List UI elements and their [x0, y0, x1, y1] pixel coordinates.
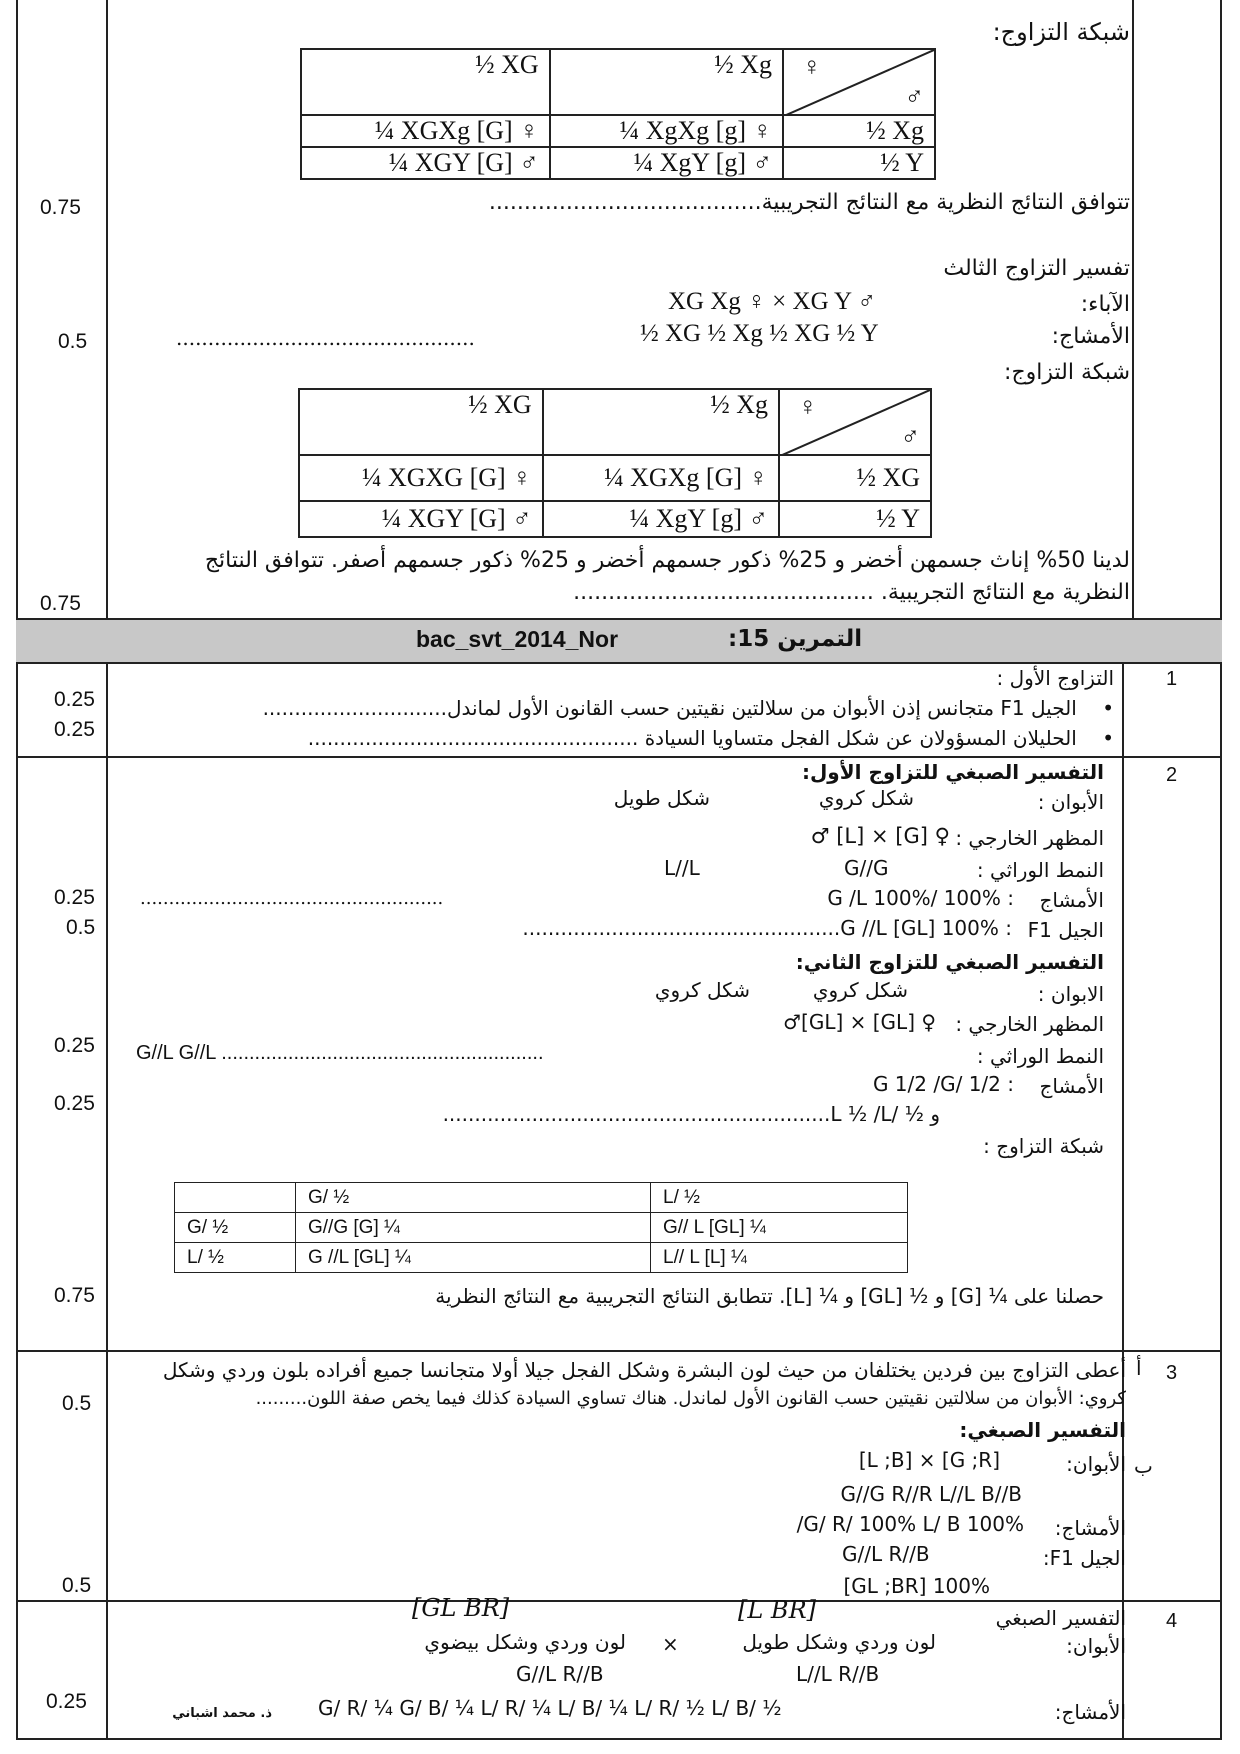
punnett-grid-3	[174, 1182, 908, 1273]
f1-phenotype: 100% [GL ;BR]	[843, 1574, 990, 1598]
grid2-header-2: ½ Xg	[543, 389, 779, 455]
result-text: حصلنا على ¼ [G] و ½ [GL] و ¼ [L]. تتطابق النتائج التجريبية مع النتائج النظرية	[435, 1284, 1104, 1308]
genotype-right: L//L	[664, 856, 700, 880]
row-sep-q2	[16, 1350, 1222, 1352]
parents-values: [G ;R] × [L ;B]	[858, 1448, 1000, 1472]
grid3-header-2: L/ ½	[651, 1183, 908, 1213]
genotype-values: G//G R//R L//L B//B	[840, 1482, 1022, 1506]
phenotype-values: ♀ [GL] × [GL]♂	[783, 1010, 936, 1034]
gametes-label: الأمشاج	[1039, 1074, 1104, 1098]
grid2-cell: ¼ XGY [G] ♂	[299, 501, 543, 537]
parent-b: شكل كروي	[654, 978, 750, 1002]
grid3-cell: L// L [L] ¼	[651, 1243, 908, 1273]
gametes-values: : 100% /G /L 100%	[827, 886, 1014, 910]
grid2-cell: ¼ XgY [g] ♂	[543, 501, 779, 537]
gametes-dots: ...............................................	[176, 326, 475, 350]
q1-bullet-1	[263, 696, 1114, 720]
grid2-cell: ¼ XGXg [G] ♀	[543, 455, 779, 501]
parents-label: الأبوان :	[1037, 790, 1104, 814]
cross-sign: ×	[662, 1632, 679, 1656]
parents-label: الأبوان:	[1066, 1634, 1126, 1658]
grid1-cell: ¼ XgY [g] ♂	[550, 147, 783, 179]
score: 0.25	[54, 886, 95, 909]
question-number: 1	[1166, 668, 1178, 690]
grid3-cell: G// L [GL] ¼	[651, 1213, 908, 1243]
score: 0.5	[62, 1574, 92, 1597]
grid1-header-2: ½ Xg	[550, 49, 783, 115]
grid1-corner	[783, 49, 935, 115]
score: 0.25	[46, 1690, 87, 1713]
grid2-row-header: ½ Y	[779, 501, 931, 537]
question-number: 4	[1166, 1610, 1178, 1632]
punnett-grid-2	[298, 388, 932, 538]
question-number: 2	[1166, 764, 1178, 786]
bullet-text: الجيل F1 متجانس إذن الأبوان من سلالتين نقيتين حسب القانون الأول لماندل.............................	[262, 696, 1077, 720]
f1-genotype: G//L R//B	[842, 1542, 930, 1566]
genotype-label: النمط الوراثي :	[976, 858, 1104, 882]
parents-label: الابوان :	[1037, 982, 1104, 1006]
question-number: 3	[1166, 1362, 1178, 1384]
score: 0.5	[58, 330, 88, 353]
genotype-a: L//L R//B	[796, 1662, 880, 1686]
grid1-title: شبكة التزاوج:	[992, 18, 1130, 46]
parent-a: شكل كروي	[812, 978, 908, 1002]
q4-title: التفسير الصبغي	[995, 1606, 1126, 1630]
phenotype-label: المظهر الخارجي :	[955, 826, 1104, 850]
conclusion-2-line-1: لدينا 50% إناث جسمهن أخضر و 25% ذكور جسمهم أخضر و 25% ذكور جسمهم أصفر. تتوافق النتائج	[204, 548, 1130, 573]
grid3-cell: G//G [G] ¼	[296, 1213, 651, 1243]
gametes-values: G/ R/ ¼ G/ B/ ¼ L/ R/ ¼ L/ B/ ¼ L/ R/ ½ L/ B/ ½	[318, 1696, 782, 1720]
grid2-header-1: ½ XG	[299, 389, 543, 455]
frame-left	[16, 0, 18, 1740]
f1-label: الجيل F1:	[1042, 1546, 1126, 1570]
grid-title: شبكة التزاوج :	[983, 1134, 1104, 1158]
score-column-divider-top	[106, 0, 108, 618]
grid3-row-header: L/ ½	[175, 1243, 296, 1273]
bullet-dot: •	[1076, 696, 1114, 720]
score: 0.75	[40, 592, 81, 615]
part-b-label: ب	[1134, 1454, 1153, 1478]
score: 0.5	[66, 916, 96, 939]
punnett-grid-1	[300, 48, 936, 180]
grid1-cell: ¼ XGY [G] ♂	[301, 147, 550, 179]
parents-label: الآباء:	[1080, 292, 1130, 317]
genotype-label: النمط الوراثي :	[976, 1044, 1104, 1068]
grid3-cell: G //L [GL] ¼	[296, 1243, 651, 1273]
female-symbol: ♀	[798, 392, 818, 421]
gametes-values-a: : 1/2 /G 1/2 /G	[872, 1072, 1014, 1096]
q2-title-2: التفسير الصبغي للتزاوج الثاني:	[795, 950, 1104, 974]
grid1-row-header: ½ Xg	[783, 115, 935, 147]
gametes-label: الأمشاج	[1039, 888, 1104, 912]
bullet-dot: •	[1076, 726, 1114, 750]
grid2-cell: ¼ XGXG [G] ♀	[299, 455, 543, 501]
parent-a: لون وردي وشكل طويل	[742, 1630, 936, 1654]
grid2-corner	[779, 389, 931, 455]
bullet-text: الحليلان المسؤولان عن شكل الفجل متساويا السيادة ....................................................	[307, 726, 1077, 750]
part-a-label: أ	[1136, 1356, 1142, 1380]
grid2-row-header: ½ XG	[779, 455, 931, 501]
f1-values: : 100% G //L [GL]..................................................	[522, 916, 1012, 940]
female-symbol: ♀	[802, 52, 822, 81]
q3-line-1: أعطى التزاوج بين فردين يختلفان من حيث لون البشرة وشكل الفجل جيلا أولا متجانسا جميع أفراده بلون وردي وشكل	[162, 1358, 1126, 1382]
third-cross-title: تفسير التزاوج الثالث	[943, 256, 1130, 281]
genotype-b: G//L R//B	[516, 1662, 604, 1686]
conclusion-2-line-2: النظرية مع النتائج التجريبية. ...........................................	[573, 580, 1130, 605]
grid1-header-1: ½ XG	[301, 49, 550, 115]
score: 0.75	[54, 1284, 95, 1307]
genotype-values: G//L G//L ..........................................................	[136, 1042, 544, 1064]
exercise-label: التمرين 15:	[728, 626, 863, 652]
grid1-cell: ¼ XgXg [g] ♀	[550, 115, 783, 147]
male-symbol: ♂	[904, 82, 924, 111]
grid3-row-header: G/ ½	[175, 1213, 296, 1243]
score: 0.75	[40, 196, 81, 219]
parent-b: لون وردي وشكل بيضوي	[424, 1630, 626, 1654]
parents-genotypes: XG Xg ♀ × XG Y ♂	[668, 288, 877, 315]
phenotype-label: المظهر الخارجي :	[955, 1012, 1104, 1036]
q3-line-2: كروي: الأبوان من سلالتين نقيتين حسب القانون الأول لماندل. هناك تساوي السيادة كذلك فيما يخص صفة اللون.........	[255, 1388, 1126, 1409]
score: 0.5	[62, 1392, 92, 1415]
grid3-header-1: G/ ½	[296, 1183, 651, 1213]
row-sep-q1	[16, 756, 1222, 758]
phenotype-values: ♀ [G] × [L] ♂	[810, 824, 950, 848]
f1-label: الجيل F1	[1027, 918, 1104, 942]
gametes-label: الأمشاج:	[1051, 324, 1130, 349]
gametes-dots: .....................................................	[140, 888, 444, 909]
q3-title: التفسير الصبغي:	[959, 1418, 1126, 1442]
score: 0.25	[54, 718, 95, 741]
gametes-label: الأمشاج:	[1054, 1700, 1126, 1724]
q1-bullet-2	[308, 726, 1114, 750]
grid1-row-header: ½ Y	[783, 147, 935, 179]
handwritten-phenotype-a: [L BR]	[738, 1596, 816, 1624]
author-name: ذ. محمد اشباني	[172, 1706, 272, 1721]
score: 0.25	[54, 1092, 95, 1115]
gametes-values-b: و ½ /L ½ /L.............................................................	[442, 1102, 940, 1126]
row-sep-q3	[16, 1600, 1222, 1602]
gametes-values: ½ XG ½ Xg ½ XG ½ Y	[640, 320, 879, 347]
score: 0.25	[54, 688, 95, 711]
frame-bottom	[16, 1738, 1222, 1740]
parent-long: شكل طويل	[613, 786, 710, 810]
parents-label: الأبوان:	[1066, 1452, 1126, 1476]
exercise-header-band	[16, 618, 1222, 664]
gametes-values: 100% G/ R/ 100% L/ B/	[796, 1512, 1024, 1536]
exam-code: bac_svt_2014_Nor	[416, 626, 619, 652]
num-column-divider-top	[1132, 0, 1134, 618]
grid3-corner	[175, 1183, 296, 1213]
q2-title-1: التفسير الصبغي للتزاوج الأول:	[801, 760, 1104, 784]
score-column-divider	[106, 662, 108, 1740]
parent-round: شكل كروي	[818, 786, 914, 810]
grid2-title: شبكة التزاوج:	[1004, 360, 1130, 385]
gametes-label: الأمشاج:	[1054, 1516, 1126, 1540]
conclusion-1: تتوافق النتائج النظرية مع النتائج التجريبية.......................................	[488, 190, 1130, 215]
handwritten-phenotype-b: [GL BR]	[412, 1594, 510, 1622]
score: 0.25	[54, 1034, 95, 1057]
num-column-divider	[1122, 662, 1124, 1740]
grid1-cell: ¼ XGXg [G] ♀	[301, 115, 550, 147]
genotype-left: G//G	[844, 856, 889, 880]
male-symbol: ♂	[900, 422, 920, 451]
frame-right	[1220, 0, 1222, 1740]
q1-title: التزاوج الأول :	[996, 666, 1114, 690]
